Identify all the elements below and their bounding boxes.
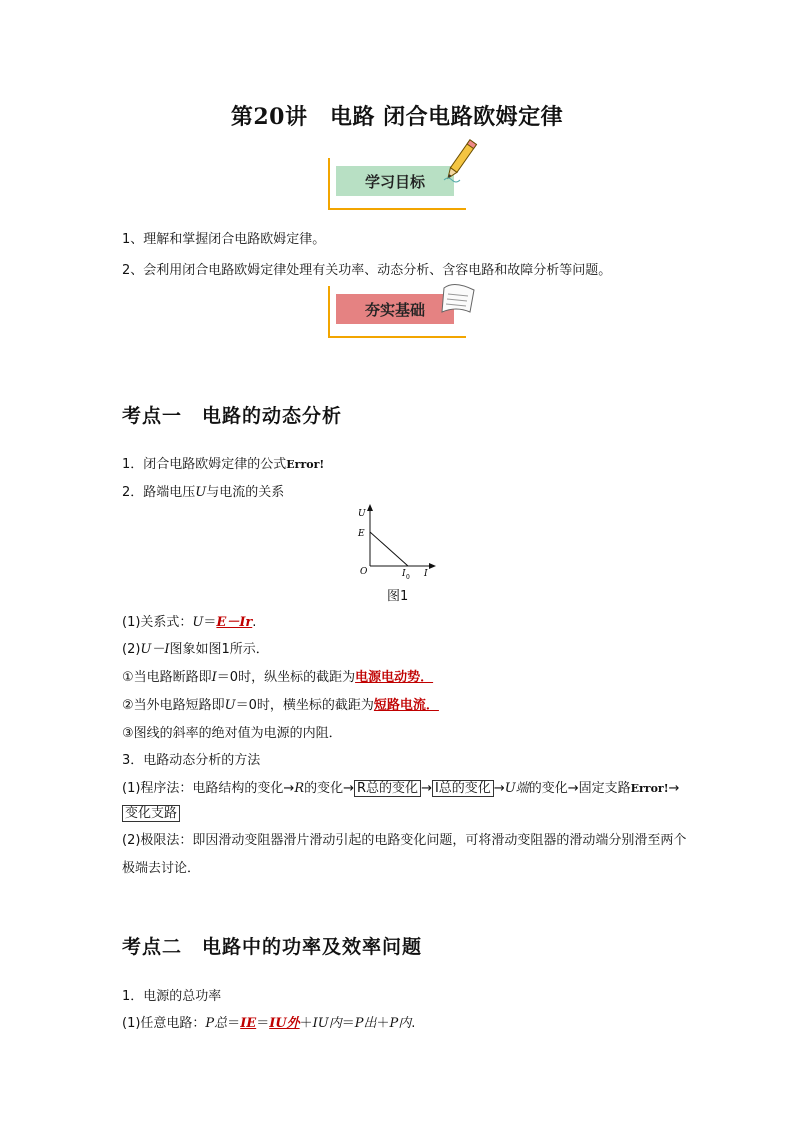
text: (2) [122, 642, 141, 657]
answer-text: E－Ir [216, 615, 253, 630]
symbol-U: U [224, 698, 236, 713]
label-I0-sub: 0 [406, 574, 410, 581]
answer-text: 电源电动势． [355, 670, 434, 685]
boxed-term: R总的变化 [354, 780, 421, 797]
symbol-I: I [211, 670, 217, 685]
goal-item-2: 2、会利用闭合电路欧姆定律处理有关功率、动态分析、含容电路和故障分析等问题。 [122, 263, 612, 278]
text: (1)任意电路： [122, 1016, 206, 1031]
goal-item-1: 1、理解和掌握闭合电路欧姆定律。 [122, 232, 326, 247]
text: ＋ [299, 1016, 313, 1031]
error-text: Error! [630, 782, 669, 795]
text: 2．路端电压 [122, 485, 196, 500]
error-text: Error! [286, 458, 325, 471]
label-E: E [358, 529, 365, 539]
section-heading-2: 考点二 电路中的功率及效率问题 [122, 936, 423, 958]
relation-line [122, 611, 256, 630]
text: 与电流的关系 [206, 485, 285, 500]
formula-line [122, 453, 324, 472]
text: 的变化→ [304, 781, 355, 796]
answer-text: IU外 [269, 1016, 300, 1031]
text: 的变化→固定支路 [528, 781, 631, 796]
label-U: U [358, 509, 366, 519]
symbol-U: U [192, 615, 204, 630]
boxed-term: 变化支路 [122, 805, 180, 822]
text: ＝ [203, 615, 217, 630]
voltage-current-line [122, 481, 284, 500]
method-heading: 3．电路动态分析的方法 [122, 753, 261, 768]
text: → [668, 781, 680, 796]
symbol-U-end: U端 [504, 781, 529, 796]
text: ①当电路断路即 [122, 670, 212, 685]
total-power-formula [122, 1012, 415, 1031]
graph-desc-line [122, 638, 269, 657]
symbol-UI: U－I [140, 642, 170, 657]
text: . [252, 615, 257, 630]
symbol-P-total: P总 [205, 1016, 228, 1031]
answer-text: 短路电流． [373, 698, 439, 713]
symbol-IU-in: IU内 [312, 1016, 342, 1031]
text: → [493, 781, 505, 796]
case-1-line [122, 666, 433, 685]
figure-caption: 图1 [387, 589, 409, 604]
text: ＝ [341, 1016, 355, 1031]
boxed-term: I总的变化 [432, 780, 494, 797]
text: ＝0时，纵坐标的截距为 [216, 670, 356, 685]
text: 图象如图1所示． [169, 642, 269, 657]
goal-badge-label: 学习目标 [336, 166, 454, 196]
label-I: I [424, 569, 428, 579]
text: (1)关系式： [122, 615, 193, 630]
text: ＝ [256, 1016, 270, 1031]
text: . [411, 1016, 416, 1031]
text: ＋ [376, 1016, 390, 1031]
label-I0: I [402, 569, 406, 579]
procedure-line [122, 777, 679, 796]
total-power-heading: 1．电源的总功率 [122, 989, 222, 1004]
procedure-line-cont [122, 802, 180, 821]
case-2-line [122, 694, 439, 713]
section-heading-1: 考点一 电路的动态分析 [122, 405, 343, 427]
page-title: 第20讲 电路 闭合电路欧姆定律 [230, 104, 564, 130]
symbol-P-out: P出 [354, 1016, 377, 1031]
ui-graph [350, 502, 440, 582]
answer-text: IE [240, 1016, 257, 1031]
symbol-P-in: P内 [389, 1016, 412, 1031]
text: ＝ [227, 1016, 241, 1031]
pencil-icon [440, 136, 480, 186]
symbol-R: R [294, 781, 305, 796]
basic-badge [328, 286, 468, 338]
symbol-U: U [195, 485, 207, 500]
text: ＝0时，横坐标的截距为 [235, 698, 374, 713]
case-3-line: ③图线的斜率的绝对值为电源的内阻． [122, 726, 342, 741]
ui-line [370, 532, 408, 566]
scroll-icon [438, 278, 482, 318]
goal-badge [328, 158, 468, 210]
limit-line-1: (2)极限法：即因滑动变阻器滑片滑动引起的电路变化问题，可将滑动变阻器的滑动端分别滑至两个 [122, 833, 687, 848]
text: → [421, 781, 432, 796]
text: ②当外电路短路即 [122, 698, 225, 713]
limit-line-2: 极端去讨论． [122, 861, 201, 876]
formula-label: 1．闭合电路欧姆定律的公式 [122, 457, 287, 472]
basic-badge-label: 夯实基础 [336, 294, 454, 324]
label-O: O [360, 567, 368, 577]
text: (1)程序法：电路结构的变化→ [122, 781, 295, 796]
